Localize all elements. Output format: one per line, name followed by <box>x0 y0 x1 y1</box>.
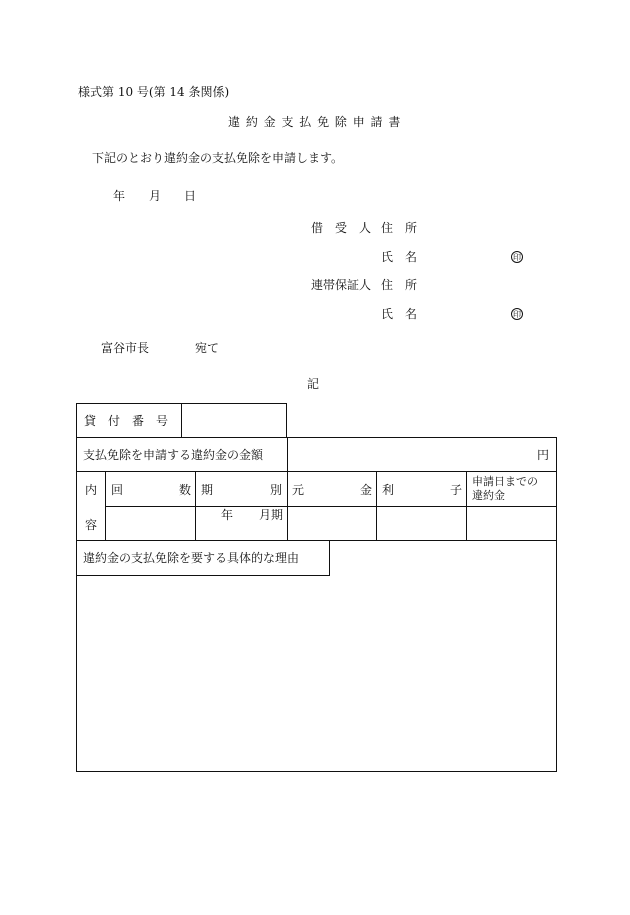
interest-field[interactable] <box>378 508 465 539</box>
col-interest-label-1: 利 <box>382 483 395 497</box>
addressee-suffix: 宛て <box>195 341 220 355</box>
reason-label: 違約金の支払免除を要する具体的な理由 <box>83 551 300 565</box>
reason-label-bottom-line <box>77 575 330 576</box>
col-period-label-2: 別 <box>270 483 283 497</box>
col-line-period <box>287 471 288 540</box>
times-field[interactable] <box>107 508 194 539</box>
col-period-label-1: 期 <box>201 483 214 497</box>
principal-field[interactable] <box>289 508 375 539</box>
guarantor-name-label: 氏 名 <box>381 307 418 321</box>
penalty-field[interactable] <box>468 508 555 539</box>
period-month-label: 月期 <box>259 508 284 522</box>
form-number: 様式第 10 号(第 14 条関係) <box>78 85 230 99</box>
row-line-1 <box>77 471 556 472</box>
loan-number-field[interactable] <box>183 405 284 436</box>
col-penalty-label-line2: 違約金 <box>472 489 505 502</box>
borrower-name-label: 氏 名 <box>381 250 418 264</box>
guarantor-seal-icon: 印 <box>513 310 521 319</box>
amount-unit: 円 <box>537 448 550 462</box>
reason-label-right-line <box>329 540 330 576</box>
content-label-top: 内 <box>85 483 98 497</box>
col-line-principal <box>376 471 377 540</box>
addressee-name: 富谷市長 <box>101 341 150 355</box>
date-month-label: 月 <box>149 189 162 203</box>
loan-number-divider <box>181 404 182 437</box>
col-line-interest <box>466 471 467 540</box>
col-interest-label-2: 子 <box>450 483 463 497</box>
intro-text: 下記のとおり違約金の支払免除を申請します。 <box>92 151 344 165</box>
content-label-bottom: 容 <box>85 518 98 532</box>
col-times-label-1: 回 <box>111 483 124 497</box>
form-title: 違 約 金 支 払 免 除 申 請 書 <box>228 115 402 129</box>
main-table <box>76 437 557 772</box>
period-year-label: 年 <box>221 508 234 522</box>
amount-label: 支払免除を申請する違約金の金額 <box>83 448 264 462</box>
reason-field[interactable] <box>78 577 555 770</box>
col-line-times <box>195 471 196 540</box>
col-times-label-2: 数 <box>179 483 192 497</box>
guarantor-address-label: 住 所 <box>381 278 418 292</box>
row-line-3 <box>77 540 556 541</box>
loan-number-row <box>76 403 287 438</box>
amount-field[interactable] <box>289 439 529 470</box>
content-col-line <box>105 471 106 540</box>
amount-divider <box>287 438 288 471</box>
col-principal-label-1: 元 <box>292 483 305 497</box>
period-field[interactable] <box>197 508 286 539</box>
date-day-label: 日 <box>184 189 197 203</box>
borrower-address-label: 住 所 <box>381 221 418 235</box>
ki-label: 記 <box>307 377 320 391</box>
col-principal-label-2: 金 <box>360 483 373 497</box>
guarantor-role-label: 連帯保証人 <box>311 278 372 292</box>
borrower-seal-icon: 印 <box>513 253 521 262</box>
loan-number-label: 貸 付 番 号 <box>84 414 169 428</box>
col-penalty-label-line1: 申請日までの <box>472 475 538 488</box>
date-year-label: 年 <box>113 189 126 203</box>
borrower-role-label: 借 受 人 <box>311 221 372 235</box>
row-line-2 <box>105 506 556 507</box>
